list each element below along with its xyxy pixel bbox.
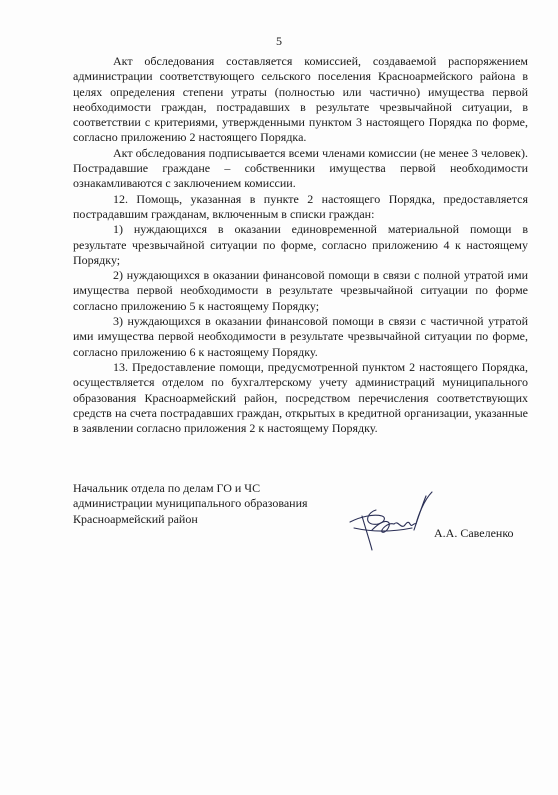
paragraph-item-12: 12. Помощь, указанная в пункте 2 настоящего Порядка, предоставляется пострадавшим гражданам, включенным в списки граждан: xyxy=(73,191,528,221)
signatory-title-line: Начальник отдела по делам ГО и ЧС xyxy=(73,481,261,495)
page-number: 5 xyxy=(276,34,282,48)
signatory-title-line: Красноармейский район xyxy=(73,511,198,526)
paragraph-act-signing: Акт обследования подписывается всеми членами комиссии (не менее 3 человек). Пострадавшие граждане – собственники имущества первой необходимости ознакамливаются с заключением комиссии. xyxy=(73,145,528,191)
signatory-title xyxy=(73,481,353,527)
signatory-name: А.А. Савеленко xyxy=(434,526,514,540)
paragraph-subitem-1: 1) нуждающихся в оказании единовременной материальной помощи в результате чрезвычайной ситуации по форме, согласно приложению 4 к настоящему Порядку; xyxy=(73,222,528,267)
paragraph-item-13: 13. Предоставление помощи, предусмотренной пунктом 2 настоящего Порядка, осуществляется отделом по бухгалтерскому учету администраций муниципального образования Красноармейский район, посредством перечисления соответствующих средств на счета пострадавших граждан, открытых в кредитной организации, указанные в заявлении согласно приложения 2 к настоящему Порядку. xyxy=(73,359,528,436)
handwritten-signature xyxy=(342,486,442,556)
signatory-title-line: администрации муниципального образования xyxy=(73,496,308,511)
document-body xyxy=(73,54,528,436)
paragraph-subitem-3: 3) нуждающихся в оказании финансовой помощи в связи с частичной утратой ими имущества первой необходимости в результате чрезвычайной ситуации по форме, согласно приложению 6 к настоящему Порядку. xyxy=(73,314,528,359)
paragraph-subitem-2: 2) нуждающихся в оказании финансовой помощи в связи с полной утратой ими имущества первой необходимости в результате чрезвычайной ситуации по форме согласно приложению 5 к настоящему Порядку; xyxy=(73,268,528,313)
paragraph-act-composition: Акт обследования составляется комиссией, создаваемой распоряжением администрации соответствующего сельского поселения Красноармейского района в целях определения степени утраты (полностью или частично) имущества первой необходимости граждан, пострадавших в результате чрезвычайной ситуации, в соответствии с критериями, утвержденными пунктом 3 настоящего Порядка по форме, согласно приложению 2 настоящего Порядка. xyxy=(73,54,528,145)
